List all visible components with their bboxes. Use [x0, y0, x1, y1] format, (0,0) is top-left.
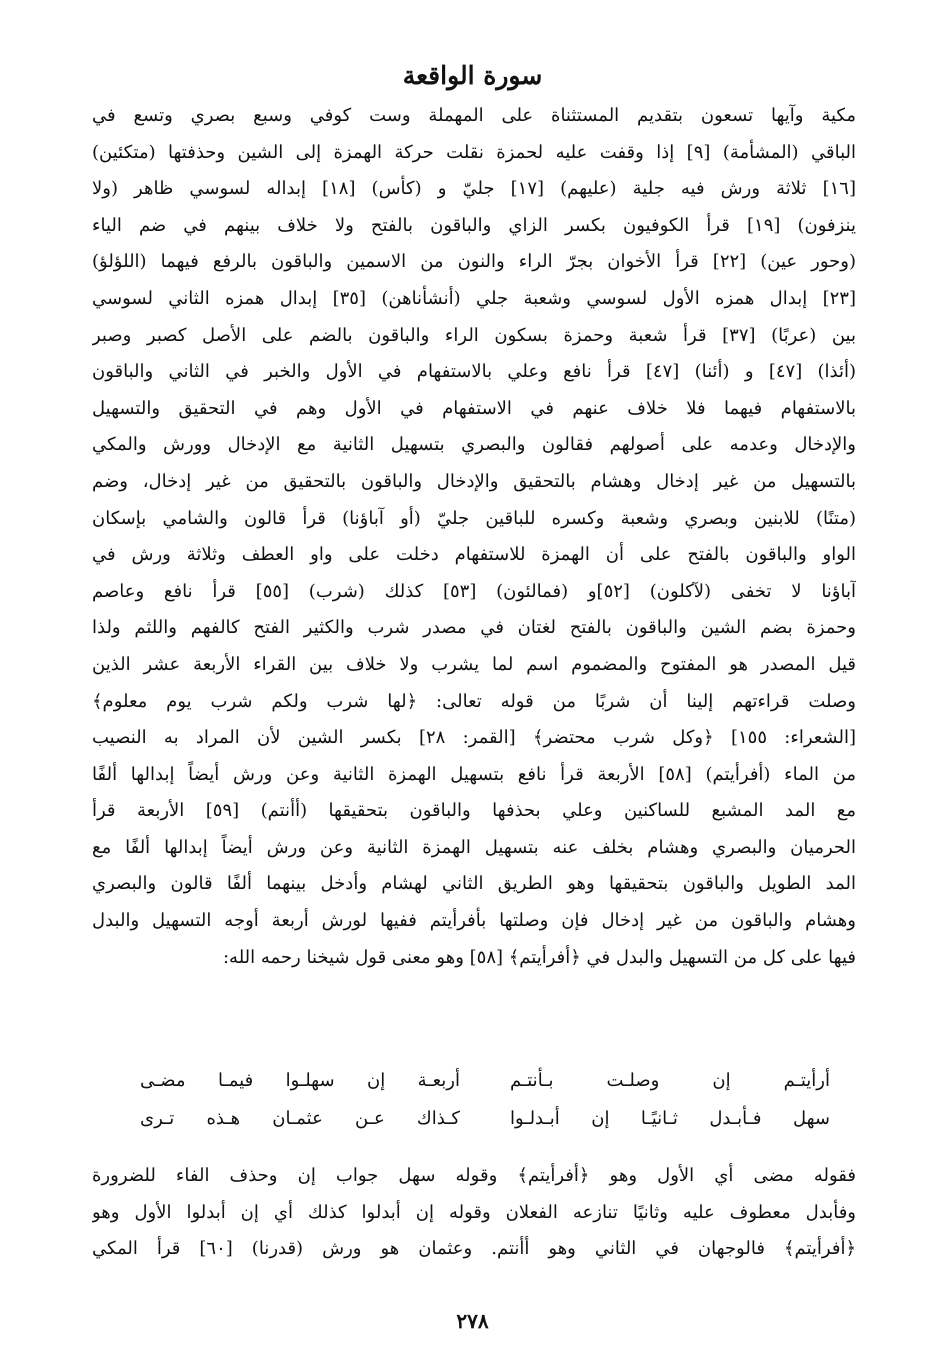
text-line: الواو والباقون بالفتح على أن الهمزة للاستفهام دخلت على واو العطف وثلاثة ورش في [92, 544, 856, 566]
text-line: ﴿أفرأيتم﴾ فالوجهان في الثاني وهو أأنتم. وعثمان هو ورش (قدرنا) [٦٠] قرأ المكي [92, 1238, 856, 1260]
verse-first-hemistich: سهل فـأبـدل ثـانيًـا إن أبـدلـوا [510, 1108, 830, 1129]
commentary-body [92, 98, 856, 976]
text-line: الباقي (المشأمة) [٩] إذا وقفت عليه لحمزة نقلت حركة الهمزة إلى الشين وحذفتها (متكئين) [92, 141, 856, 163]
text-line: [١٦] ثلاثة ورش فيه جلية (عليهم) [١٧] جليّ و (كأس) [١٨] إبداله لسوسي ظاهر (ولا [92, 178, 856, 200]
text-line: وهشام والباقون من غير إدخال فإن وصلتها بأفرأيتم ففيها لورش أربعة أوجه التسهيل والبدل [92, 910, 856, 932]
text-line: [٢٣] إبدال همزه الأول لسوسي وشعبة جلي (أنشأناهن) [٣٥] إبدال همزه الثاني لسوسي [92, 287, 856, 309]
text-line: [الشعراء: ١٥٥] ﴿وكل شرب محتضر﴾ [القمر: ٢٨] بكسر الشين لأن المراد به النصيب [92, 727, 856, 749]
verse-line [140, 1100, 830, 1138]
text-line: مكية وآيها تسعون بتقديم المستثناة على المهملة وست كوفي وسبع بصري وتسع في [92, 105, 856, 126]
surah-title: سورة الواقعة [402, 61, 543, 90]
verse-second-hemistich: أربعـة إن سهلـوا فيمـا مضـى [140, 1070, 460, 1091]
text-line: وفأبدل معطوف عليه وثانيًا تنازعه الفعلان وقوله إن أبدلوا كذلك أي إن أبدلوا الأول وهو [92, 1201, 856, 1223]
text-line: (متنًا) للابنين وبصري وشعبة وكسره للباقين جليّ (أو آباؤنا) قرأ قالون والشامي بإسكان [92, 507, 856, 529]
verse-first-hemistich: أرأيتـم إن وصلـت بـأنتـم [510, 1070, 830, 1091]
text-line: الحرميان والبصري وهشام بخلف عنه بتسهيل الهمزة الثانية وعن ورش أيضاً إبدالها ألفًا مع [92, 836, 856, 858]
text-line: من الماء (أفرأيتم) [٥٨] الأربعة قرأ نافع بتسهيل الهمزة الثانية وعن ورش أيضاً إبدالها ألفًا [92, 763, 856, 785]
text-line: ينزفون) [١٩] قرأ الكوفيون بكسر الزاي والباقون بالفتح ولا خلاف بينهم في ضم الياء [92, 214, 856, 236]
text-line: بالتسهيل من غير إدخال وهشام بالتحقيق والإدخال والباقون بالتحقيق من غير إدخال، وضم [92, 470, 856, 492]
text-line: المد الطويل والباقون بتحقيقها وهو الطريق الثاني لهشام وأدخل بينهما ألفًا قالون والبصري [92, 873, 856, 895]
verse-line [140, 1062, 830, 1100]
poem-verses [140, 1062, 830, 1138]
commentary-continuation [92, 1158, 856, 1268]
text-line: آباؤنا لا تخفى (لآكلون) [٥٢]و (فمالئون) [٥٣] كذلك (شرب) [٥٥] قرأ نافع وعاصم [92, 580, 856, 602]
text-line: والإدخال وعدمه على أصولهم فقالون والبصري بتسهيل الثانية مع الإدخال وورش والمكي [92, 434, 856, 456]
text-line: (أئذا) [٤٧] و (أئنا) [٤٧] قرأ نافع وعلي بالاستفهام في الأول والخبر في الثاني والباقون [92, 361, 856, 383]
text-line: فيها على كل من التسهيل والبدل في ﴿أفرأيتم﴾ [٥٨] وهو معنى قول شيخنا رحمه الله: [222, 946, 856, 968]
text-line: وحمزة بضم الشين والباقون بالفتح لغتان في مصدر شرب والكثير الفتح كالفهم واللثم ولذا [92, 617, 856, 639]
text-line: (وحور عين) [٢٢] قرأ الأخوان بجرّ الراء والنون من الاسمين والباقون بالرفع فيهما (اللؤلؤ) [92, 251, 856, 273]
page-number: ٢٧٨ [456, 1309, 489, 1333]
verse-second-hemistich: كـذاك عـن عثمـان هـذه تـرى [140, 1108, 460, 1129]
text-line: بالاستفهام فيهما فلا خلاف عنهم في الاستفهام في الأول وهم في التحقيق والتسهيل [92, 397, 856, 419]
text-line: قيل المصدر هو المفتوح والمضموم اسم لما يشرب ولا خلاف بين القراء الأربعة عشر الذين [92, 653, 856, 675]
text-line: فقوله مضى أي الأول وهو ﴿أفرأيتم﴾ وقوله سهل جواب إن وحذف الفاء للضرورة [92, 1165, 856, 1186]
text-line: وصلت قراءتهم إلينا أن شربًا من قوله تعالى: ﴿لها شرب ولكم شرب يوم معلوم﴾ [92, 690, 856, 712]
text-line: مع المد المشبع للساكنين وعلي بحذفها والباقون بتحقيقها (أأنتم) [٥٩] الأربعة قرأ [92, 800, 856, 822]
text-line: بين (عربًا) [٣٧] قرأ شعبة وحمزة بسكون الراء والباقون بالضم على الأصل كصبر وصبر [92, 324, 856, 346]
